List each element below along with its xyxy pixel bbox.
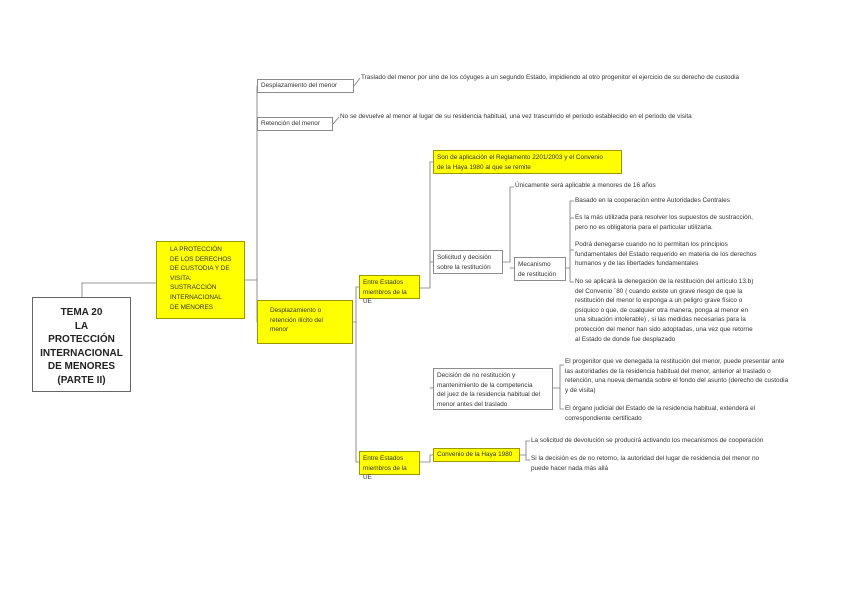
node-solicitud[interactable]: Solicitud y decisión sobre la restitución <box>433 250 503 274</box>
node-retencion[interactable]: Retención del menor <box>257 117 333 131</box>
node-convenio-haya[interactable]: Convenio de la Haya 1980 <box>433 448 520 462</box>
mecanismo-item-3: Podrá denegarse cuando no lo permitan los principios fundamentales del Estado requerido en materia de los derechos humanos y de las libertades fundamentales <box>575 241 757 268</box>
note-menores-16: Únicamente será aplicable a menores de 16 años <box>515 182 656 189</box>
mecanismo-item-4: No se aplicará la denegación de la restitución del artículo 13.b) del Convenio ´80 ( cuando existe un grave riesgo de que la restitución del menor lo exponga a un peligro grave físico o psíquico o que, de cualquier otra manera, ponga al menor en una situación intolerable) , si las medidas necesarias para la protección del menor han sido adoptadas, una vez que retorne al Estado de donde fue desplazado <box>575 278 754 343</box>
node-decision[interactable]: Decisión de no restitución y mantenimiento de la competencia del juez de la residencia habitual del menor antes del traslado <box>433 368 553 410</box>
convenio-item-1: La solicitud de devolución se producirá activando los mecanismos de cooperación <box>531 437 764 444</box>
note-desplazamiento: Traslado del menor por uno de los cóyuges a un segundo Estado, impidiendo al otro progenitor el ejercicio de su derecho de custodia <box>361 74 740 81</box>
node-mecanismo[interactable]: Mecanismo de restitución <box>514 257 566 281</box>
central-topic[interactable]: TEMA 20 LA PROTECCIÓN INTERNACIONAL DE MENORES (PARTE II) <box>32 297 131 392</box>
mecanismo-item-1: Basado en la cooperación entre Autoridades Centrales <box>575 197 730 204</box>
mecanismo-item-2: Es la más utilizada para resolver los supuestos de sustracción, pero no es obligatoria para el particular utilizarla. <box>575 214 753 231</box>
node-desplazamiento[interactable]: Desplazamiento del menor <box>257 79 354 93</box>
topic-sustraccion[interactable]: LA PROTECCIÓN DE LOS DERECHOS DE CUSTODIA Y DE VISITA: SUSTRACCIÓN INTERNACIONAL DE MENORES <box>156 241 245 319</box>
convenio-item-2: Si la decisión es de no retorno, la autoridad del lugar de residencia del menor no puede hacer nada más allá <box>531 455 760 472</box>
node-ue-1[interactable]: Entre Estados miembros de la UE <box>359 275 420 299</box>
decision-item-2: El órgano judicial del Estado de la residencia habitual, extenderá el correspondiente certificado <box>565 405 756 422</box>
node-ilicito[interactable]: Desplazamiento o retención ilícito del menor <box>257 300 353 344</box>
node-reglamento[interactable]: Son de aplicación el Reglamento 2201/2003 y el Convenio de la Haya 1980 al que se remite <box>433 150 622 174</box>
decision-item-1: El progenitor que ve denegada la restitución del menor, puede presentar ante las autoridades de la residencia habitual del menor, anterior al traslado o retención, una nueva demanda sobre el fondo del asunto (derecho de custodia y de visita) <box>565 358 789 394</box>
note-retencion: No se devuelve al menor al lugar de su residencia habitual, una vez trascurrido el periodo establecido en el periodo de visita <box>340 113 692 120</box>
node-ue-2[interactable]: Entre Estados miembros de la UE <box>359 451 420 475</box>
